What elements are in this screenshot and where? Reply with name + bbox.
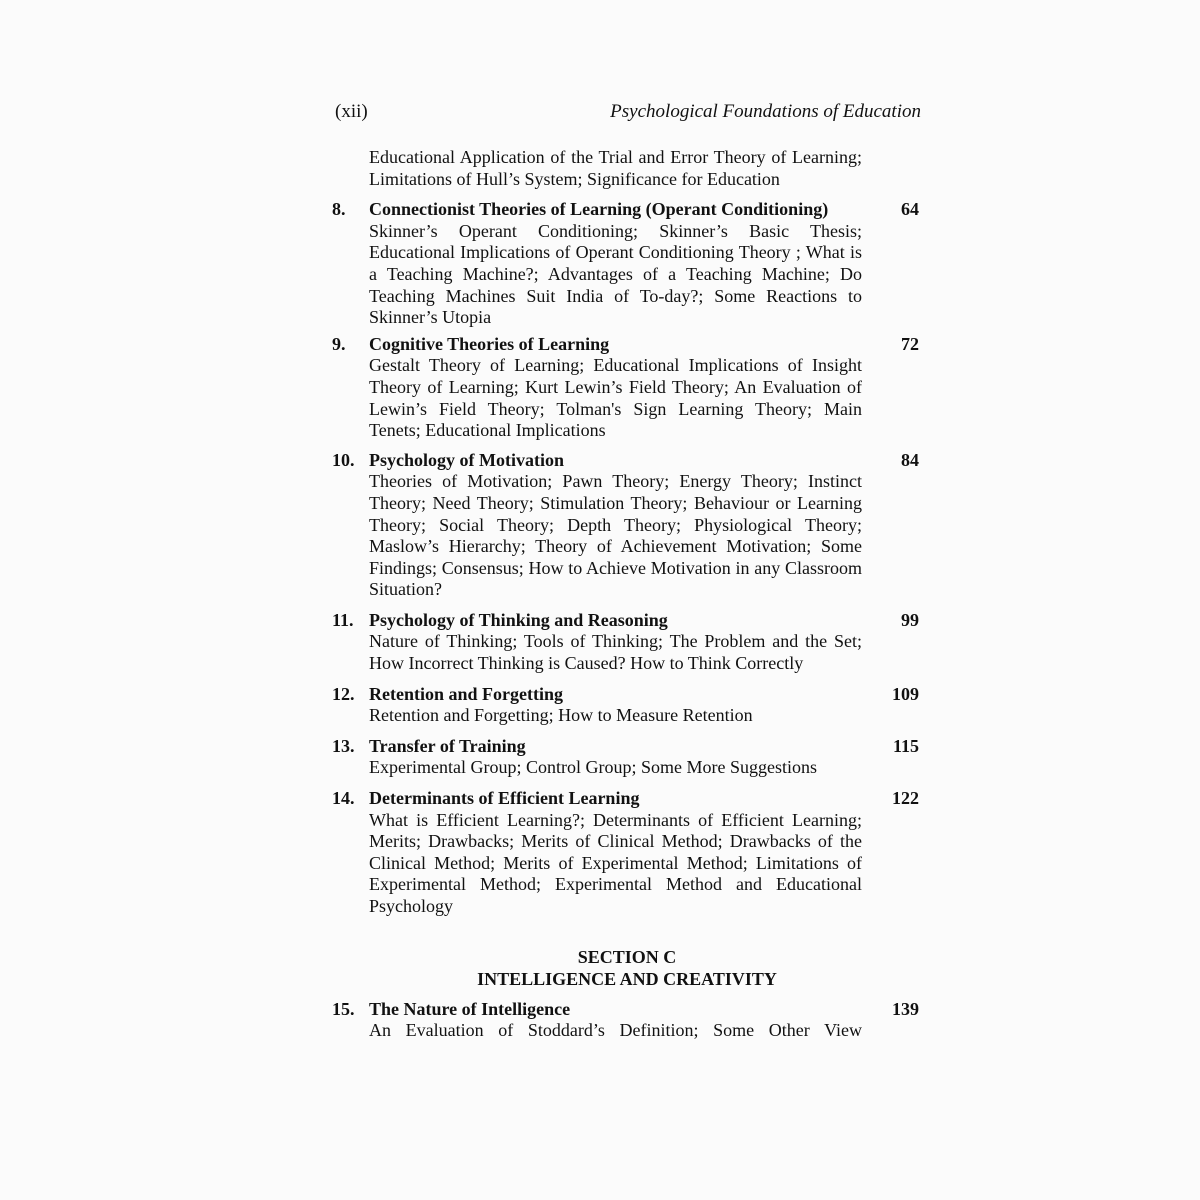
chapter-title: The Nature of Intelligence <box>369 998 571 1019</box>
chapter-page: 115 <box>892 735 919 756</box>
chapter-page: 109 <box>892 683 919 704</box>
chapter-number: 12. <box>332 683 355 704</box>
chapter-page: 99 <box>901 609 919 630</box>
chapter-description: Skinner’s Operant Conditioning; Skinner’s Basic Thesis; Educational Implications of Operant Conditioning Theory ; What is a Teaching Machine?; Advantages of a Teaching Machine; Do Teaching Machines Suit India of To-day?; Some Reactions to Skinner’s Utopia <box>369 220 862 328</box>
chapter-title: Psychology of Motivation <box>369 449 564 470</box>
chapter-number: 8. <box>332 199 346 220</box>
chapter-number: 14. <box>332 788 355 809</box>
chapter-number: 15. <box>332 998 355 1019</box>
toc-entry-15 <box>332 999 922 1042</box>
toc-entry-8 <box>332 199 922 329</box>
chapter-title: Transfer of Training <box>369 735 526 756</box>
continuation-description: Educational Application of the Trial and Error Theory of Learning; Limitations of Hull’s System; Significance for Education <box>369 147 862 189</box>
section-title: INTELLIGENCE AND CREATIVITY <box>477 968 777 989</box>
chapter-number: 9. <box>332 333 346 354</box>
chapter-page: 72 <box>901 333 919 354</box>
chapter-description: Nature of Thinking; Tools of Thinking; The Problem and the Set; How Incorrect Thinking is Caused? How to Think Correctly <box>369 631 862 674</box>
chapter-description: An Evaluation of Stoddard’s Definition; Some Other View <box>369 1020 862 1041</box>
chapter-title: Retention and Forgetting <box>369 683 563 704</box>
toc-entry-14 <box>332 788 922 918</box>
toc-entry-10 <box>332 450 922 601</box>
chapter-number: 11. <box>332 609 354 630</box>
chapter-page: 84 <box>901 449 919 470</box>
running-title: Psychological Foundations of Education <box>610 101 921 122</box>
chapter-page: 64 <box>901 199 919 220</box>
chapter-description: Gestalt Theory of Learning; Educational Implications of Insight Theory of Learning; Kurt Lewin’s Field Theory; An Evaluation of Lewin’s Field Theory; Tolman's Sign Learning Theory; Main Tenets; Educational Implications <box>369 355 862 441</box>
chapter-page: 122 <box>892 788 919 809</box>
chapter-description: Retention and Forgetting; How to Measure Retention <box>369 705 753 726</box>
chapter-title: Connectionist Theories of Learning (Operant Conditioning) <box>369 199 829 220</box>
page-header <box>335 101 921 127</box>
chapter-description: What is Efficient Learning?; Determinants of Efficient Learning; Merits; Drawbacks; Merits of Clinical Method; Drawbacks of the Clinical Method; Merits of Experimental Method; Limitations of Experimental Method; Experimental Method and Educational Psychology <box>369 809 862 916</box>
chapter-title: Psychology of Thinking and Reasoning <box>369 609 668 630</box>
chapter-description: Experimental Group; Control Group; Some More Suggestions <box>369 757 817 778</box>
chapter-page: 139 <box>892 998 919 1019</box>
page-folio: (xii) <box>335 101 368 122</box>
chapter-number: 13. <box>332 735 355 756</box>
section-label: SECTION C <box>577 946 677 967</box>
toc-continuation <box>332 147 922 190</box>
toc-entry-12 <box>332 684 922 727</box>
chapter-title: Cognitive Theories of Learning <box>369 333 610 354</box>
chapter-title: Determinants of Efficient Learning <box>369 788 640 809</box>
toc-entry-11 <box>332 610 922 675</box>
table-of-contents <box>332 147 922 1042</box>
toc-entry-9 <box>332 334 922 442</box>
toc-entry-13 <box>332 736 922 779</box>
chapter-number: 10. <box>332 449 355 470</box>
chapter-description: Theories of Motivation; Pawn Theory; Energy Theory; Instinct Theory; Need Theory; Stimulation Theory; Behaviour or Learning Theory; Social Theory; Depth Theory; Physiological Theory; Maslow’s Hierarchy; Theory of Achievement Motivation; Some Findings; Consensus; How to Achieve Motivation in any Classroom Situation? <box>369 471 862 600</box>
